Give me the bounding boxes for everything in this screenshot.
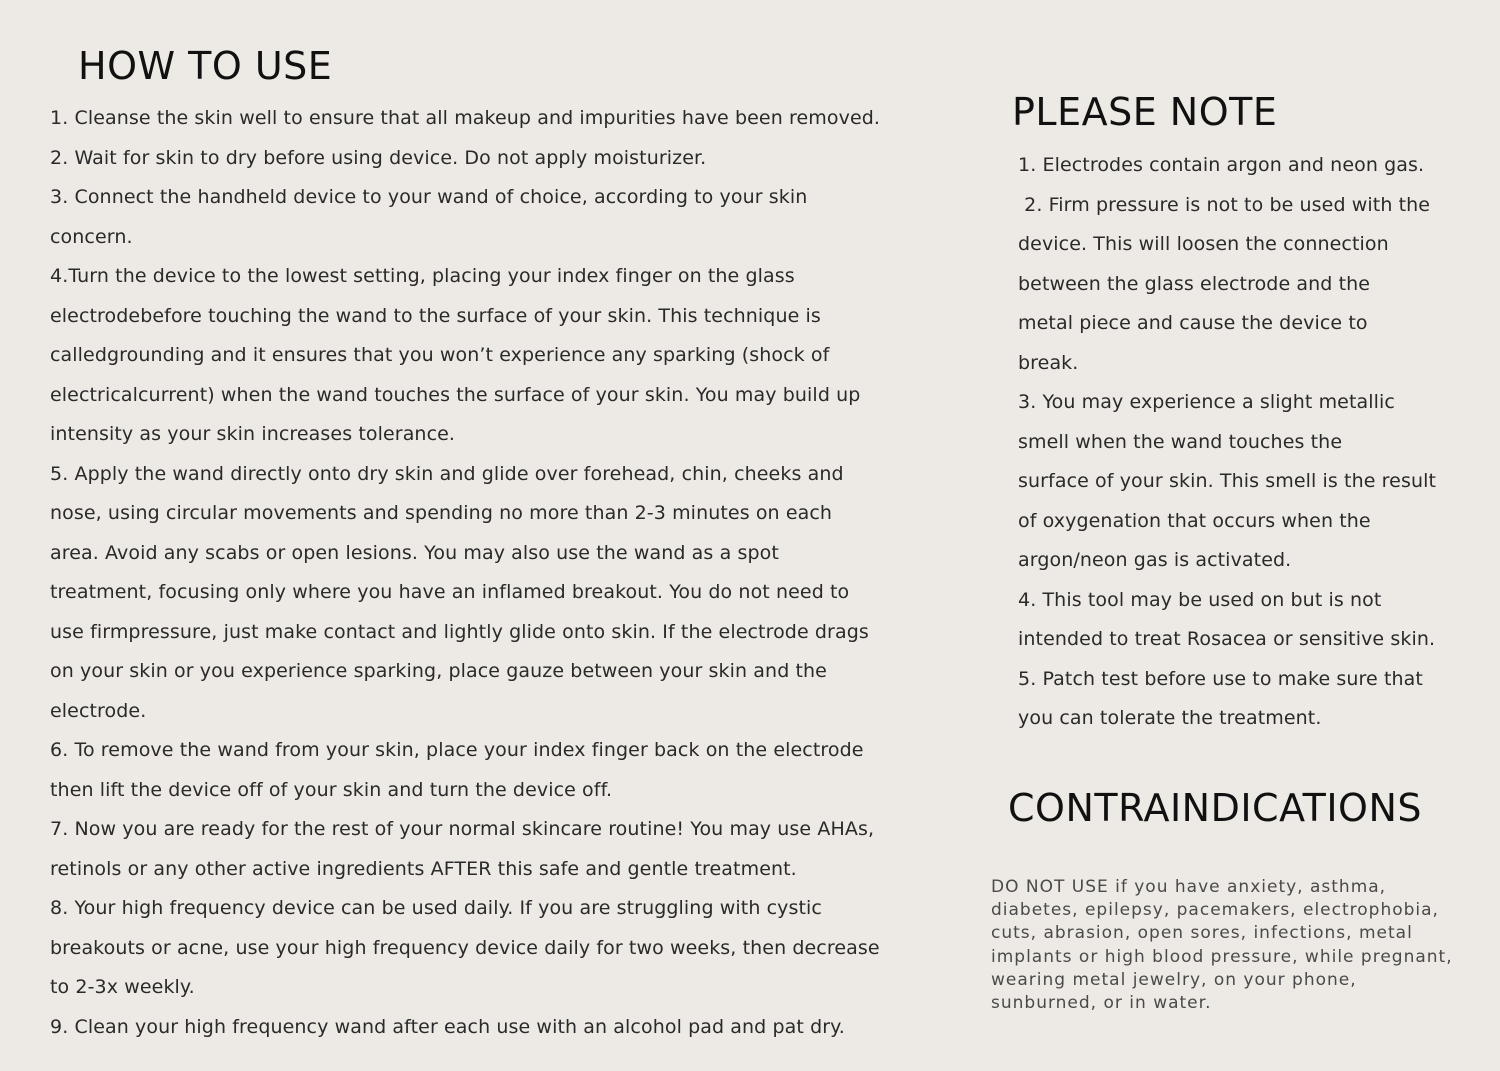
contraindications-line: DO NOT USE if you have anxiety, asthma,: [991, 877, 1387, 897]
contraindications-line: sunburned, or in water.: [991, 992, 1212, 1013]
how-to-use-line: electricalcurrent) when the wand touches the surface of your skin. You may build up: [50, 383, 861, 406]
contraindications-line: cuts, abrasion, open sores, infections, metal: [991, 923, 1413, 944]
how-to-use-line: electrodebefore touching the wand to the surface of your skin. This technique is: [50, 304, 821, 327]
please-note-line: 3. You may experience a slight metallic: [1018, 391, 1395, 413]
how-to-use-line: breakouts or acne, use your high frequency device daily for two weeks, then decrease: [50, 936, 880, 959]
please-note-text: [1018, 146, 1488, 739]
how-to-use-line: nose, using circular movements and spending no more than 2-3 minutes on each: [50, 502, 833, 524]
contraindications-line: diabetes, epilepsy, pacemakers, electrophobia,: [991, 900, 1439, 921]
how-to-use-line: calledgrounding and it ensures that you won’t experience any sparking (shock of: [50, 344, 830, 366]
please-note-line: device. This will loosen the connection: [1018, 233, 1389, 255]
how-to-use-line: 2. Wait for skin to dry before using device. Do not apply moisturizer.: [50, 146, 707, 169]
contraindications-text: [991, 876, 1497, 1015]
how-to-use-line: concern.: [50, 225, 133, 248]
how-to-use-line: treatment, focusing only where you have an inflamed breakout. You do not need to: [50, 581, 850, 603]
please-note-line: argon/neon gas is activated.: [1018, 549, 1292, 571]
please-note-heading: PLEASE NOTE: [1012, 90, 1278, 134]
how-to-use-text: [50, 99, 980, 1047]
how-to-use-line: area. Avoid any scabs or open lesions. You may also use the wand as a spot: [50, 541, 779, 564]
please-note-line: 5. Patch test before use to make sure that: [1018, 667, 1423, 690]
contraindications-line: implants or high blood pressure, while pregnant,: [991, 946, 1453, 967]
how-to-use-line: 7. Now you are ready for the rest of your normal skincare routine! You may use AHAs,: [50, 818, 875, 840]
how-to-use-line: 6. To remove the wand from your skin, place your index finger back on the electrode: [50, 739, 864, 761]
how-to-use-line: then lift the device off of your skin and turn the device off.: [50, 778, 613, 801]
please-note-line: 2. Firm pressure is not to be used with the: [1018, 193, 1431, 216]
how-to-use-line: 1. Cleanse the skin well to ensure that all makeup and impurities have been removed.: [50, 107, 881, 129]
please-note-line: break.: [1018, 351, 1079, 374]
how-to-use-line: on your skin or you experience sparking, place gauze between your skin and the: [50, 660, 827, 682]
please-note-line: surface of your skin. This smell is the result: [1018, 470, 1437, 492]
please-note-line: 1. Electrodes contain argon and neon gas.: [1018, 154, 1425, 176]
how-to-use-line: electrode.: [50, 699, 147, 722]
please-note-line: intended to treat Rosacea or sensitive skin.: [1018, 628, 1436, 650]
contraindications-heading: CONTRAINDICATIONS: [1008, 786, 1422, 830]
please-note-line: metal piece and cause the device to: [1018, 312, 1368, 334]
how-to-use-line: to 2-3x weekly.: [50, 976, 195, 998]
please-note-line: of oxygenation that occurs when the: [1018, 509, 1371, 532]
how-to-use-line: 8. Your high frequency device can be used daily. If you are struggling with cystic: [50, 897, 822, 919]
please-note-line: smell when the wand touches the: [1018, 430, 1343, 453]
how-to-use-line: 9. Clean your high frequency wand after each use with an alcohol pad and pat dry.: [50, 1015, 845, 1038]
how-to-use-heading: HOW TO USE: [78, 44, 333, 88]
how-to-use-line: retinols or any other active ingredients AFTER this safe and gentle treatment.: [50, 857, 797, 880]
how-to-use-line: 5. Apply the wand directly onto dry skin and glide over forehead, chin, cheeks and: [50, 462, 844, 485]
please-note-line: you can tolerate the treatment.: [1018, 707, 1322, 729]
please-note-line: between the glass electrode and the: [1018, 272, 1371, 295]
how-to-use-line: 3. Connect the handheld device to your wand of choice, according to your skin: [50, 186, 808, 208]
how-to-use-line: 4.Turn the device to the lowest setting, placing your index finger on the glass: [50, 265, 795, 287]
how-to-use-line: intensity as your skin increases tolerance.: [50, 423, 456, 445]
contraindications-line: wearing metal jewelry, on your phone,: [991, 969, 1357, 990]
please-note-line: 4. This tool may be used on but is not: [1018, 588, 1382, 611]
how-to-use-line: use firmpressure, just make contact and lightly glide onto skin. If the electrode drags: [50, 620, 869, 643]
